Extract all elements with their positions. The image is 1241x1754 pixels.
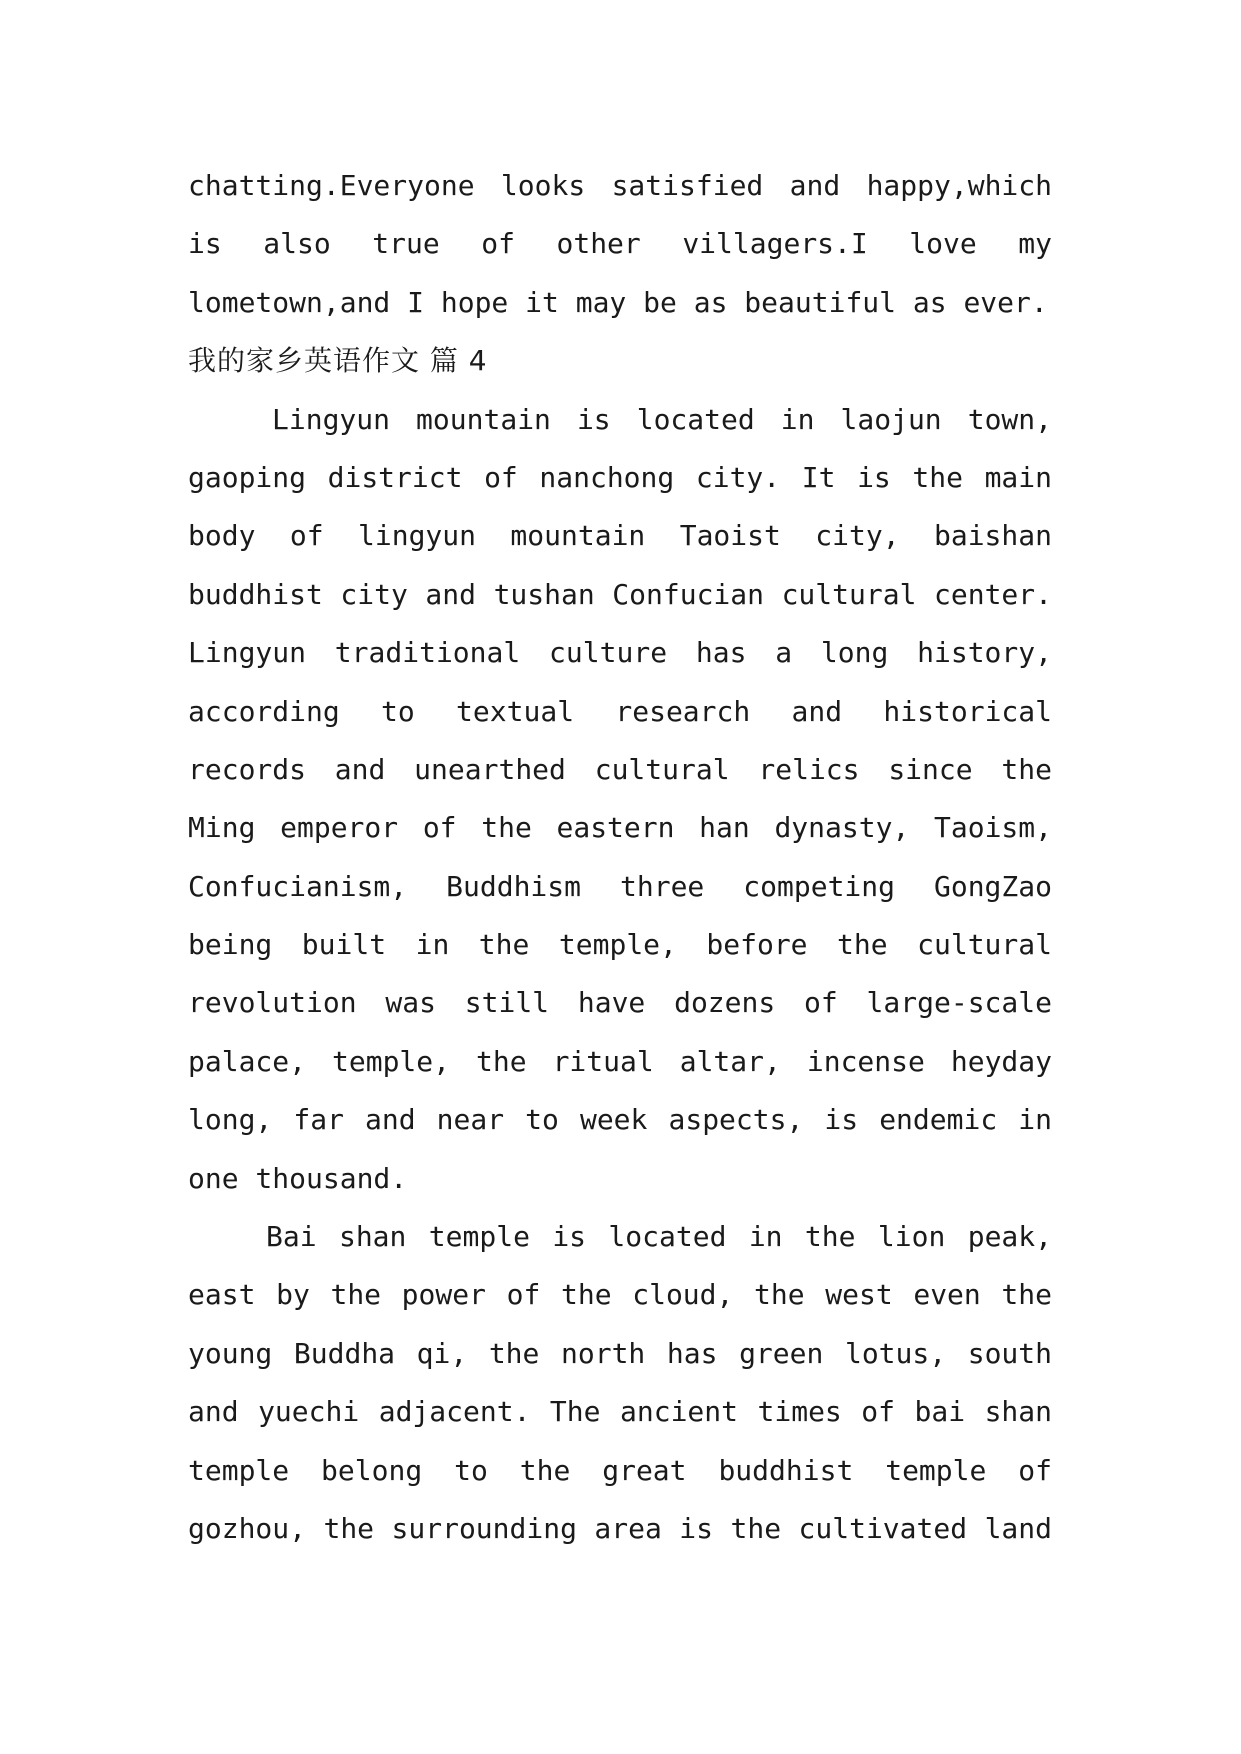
text-line: Ming emperor of the eastern han dynasty, Taoism, bbox=[188, 811, 1052, 845]
text-line: Lingyun traditional culture has a long history, bbox=[188, 636, 1052, 670]
document-body bbox=[188, 157, 1052, 1558]
text-line: long, far and near to week aspects, is endemic in bbox=[188, 1103, 1052, 1137]
text-line: Bai shan temple is located in the lion peak, bbox=[266, 1220, 1052, 1254]
paragraph-bai-shan-temple bbox=[188, 1208, 1052, 1558]
text-line: chatting.Everyone looks satisfied and happy,which bbox=[188, 169, 1052, 202]
continued-paragraph bbox=[188, 157, 1052, 332]
text-line: east by the power of the cloud, the west even the bbox=[188, 1278, 1052, 1312]
text-line: palace, temple, the ritual altar, incense heyday bbox=[188, 1044, 1052, 1078]
text-line: temple belong to the great buddhist temple of bbox=[188, 1453, 1052, 1487]
text-line: one thousand. bbox=[188, 1161, 408, 1195]
text-line: and yuechi adjacent. The ancient times of bai shan bbox=[188, 1395, 1052, 1429]
text-line: Lingyun mountain is located in laojun town, bbox=[272, 402, 1052, 436]
text-line: buddhist city and tushan Confucian cultural center. bbox=[188, 577, 1052, 611]
text-line: is also true of other villagers.I love my bbox=[188, 227, 1052, 261]
text-line: gaoping district of nanchong city. It is the main bbox=[188, 460, 1052, 494]
text-line: revolution was still have dozens of large-scale bbox=[188, 986, 1052, 1020]
paragraph-lingyun-mountain bbox=[188, 391, 1052, 1208]
text-line: young Buddha qi, the north has green lotus, south bbox=[188, 1336, 1052, 1370]
text-line: lometown,and I hope it may be as beautiful as ever. bbox=[188, 285, 1048, 319]
text-line: Confucianism, Buddhism three competing GongZao bbox=[188, 869, 1052, 903]
text-line: according to textual research and historical bbox=[188, 694, 1052, 728]
text-line: gozhou, the surrounding area is the cultivated land bbox=[188, 1511, 1052, 1545]
text-line: records and unearthed cultural relics since the bbox=[188, 752, 1052, 786]
text-line: body of lingyun mountain Taoist city, baishan bbox=[188, 519, 1052, 553]
section-heading: 我的家乡英语作文 篇 4 bbox=[188, 344, 488, 378]
text-line: being built in the temple, before the cultural bbox=[188, 928, 1052, 962]
